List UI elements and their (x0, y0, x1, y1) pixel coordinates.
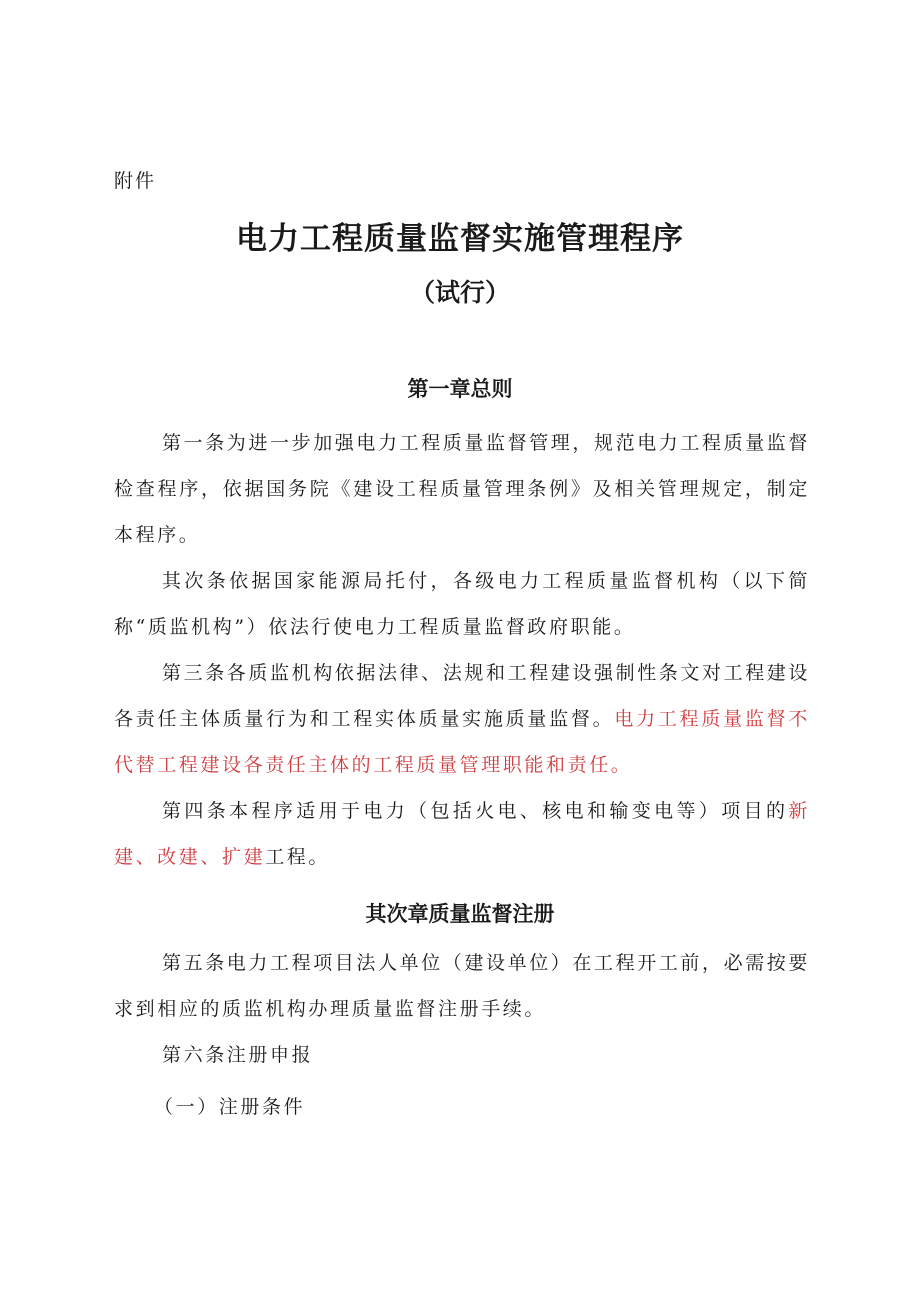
article-5: 第五条电力工程项目法人单位（建设单位）在工程开工前，必需按要求到相应的质监机构办理质量监督注册手续。 (114, 952, 811, 1020)
article-4-text-a: 第四条本程序适用于电力（包括火电、核电和输变电等）项目的 (162, 800, 789, 822)
article-3-highlight: 电力工程质量监督不代替工程建设各责任主体的工程质量管理职能和责任。 (114, 708, 810, 776)
document-title: 电力工程质量监督实施管理程序 (236, 221, 684, 257)
chapter-2-heading: 其次章质量监督注册 (365, 902, 555, 926)
article-3 (114, 650, 810, 788)
document-subtitle: （试行） (409, 278, 510, 307)
attachment-label: 附件 (114, 170, 157, 192)
article-6: 第六条注册申报 (162, 1044, 314, 1066)
article-4 (114, 788, 810, 880)
article-4-text-b: 工程。 (265, 846, 331, 868)
article-4-highlight: 新建、改建、扩建 (114, 800, 810, 868)
chapter-1-heading: 第一章总则 (407, 377, 513, 401)
item-1: （一）注册条件 (154, 1096, 306, 1118)
article-1: 第一条为进一步加强电力工程质量监督管理，规范电力工程质量监督检查程序，依据国务院《建设工程质量管理条例》及相关管理规定，制定本程序。 (114, 432, 811, 546)
article-2: 其次条依据国家能源局托付，各级电力工程质量监督机构（以下简称“质监机构”）依法行使电力工程质量监督政府职能。 (114, 570, 810, 638)
article-3-text: 第三条各质监机构依据法律、法规和工程建设强制性条文对工程建设各责任主体质量行为和工程实体质量实施质量监督。 (114, 662, 811, 730)
